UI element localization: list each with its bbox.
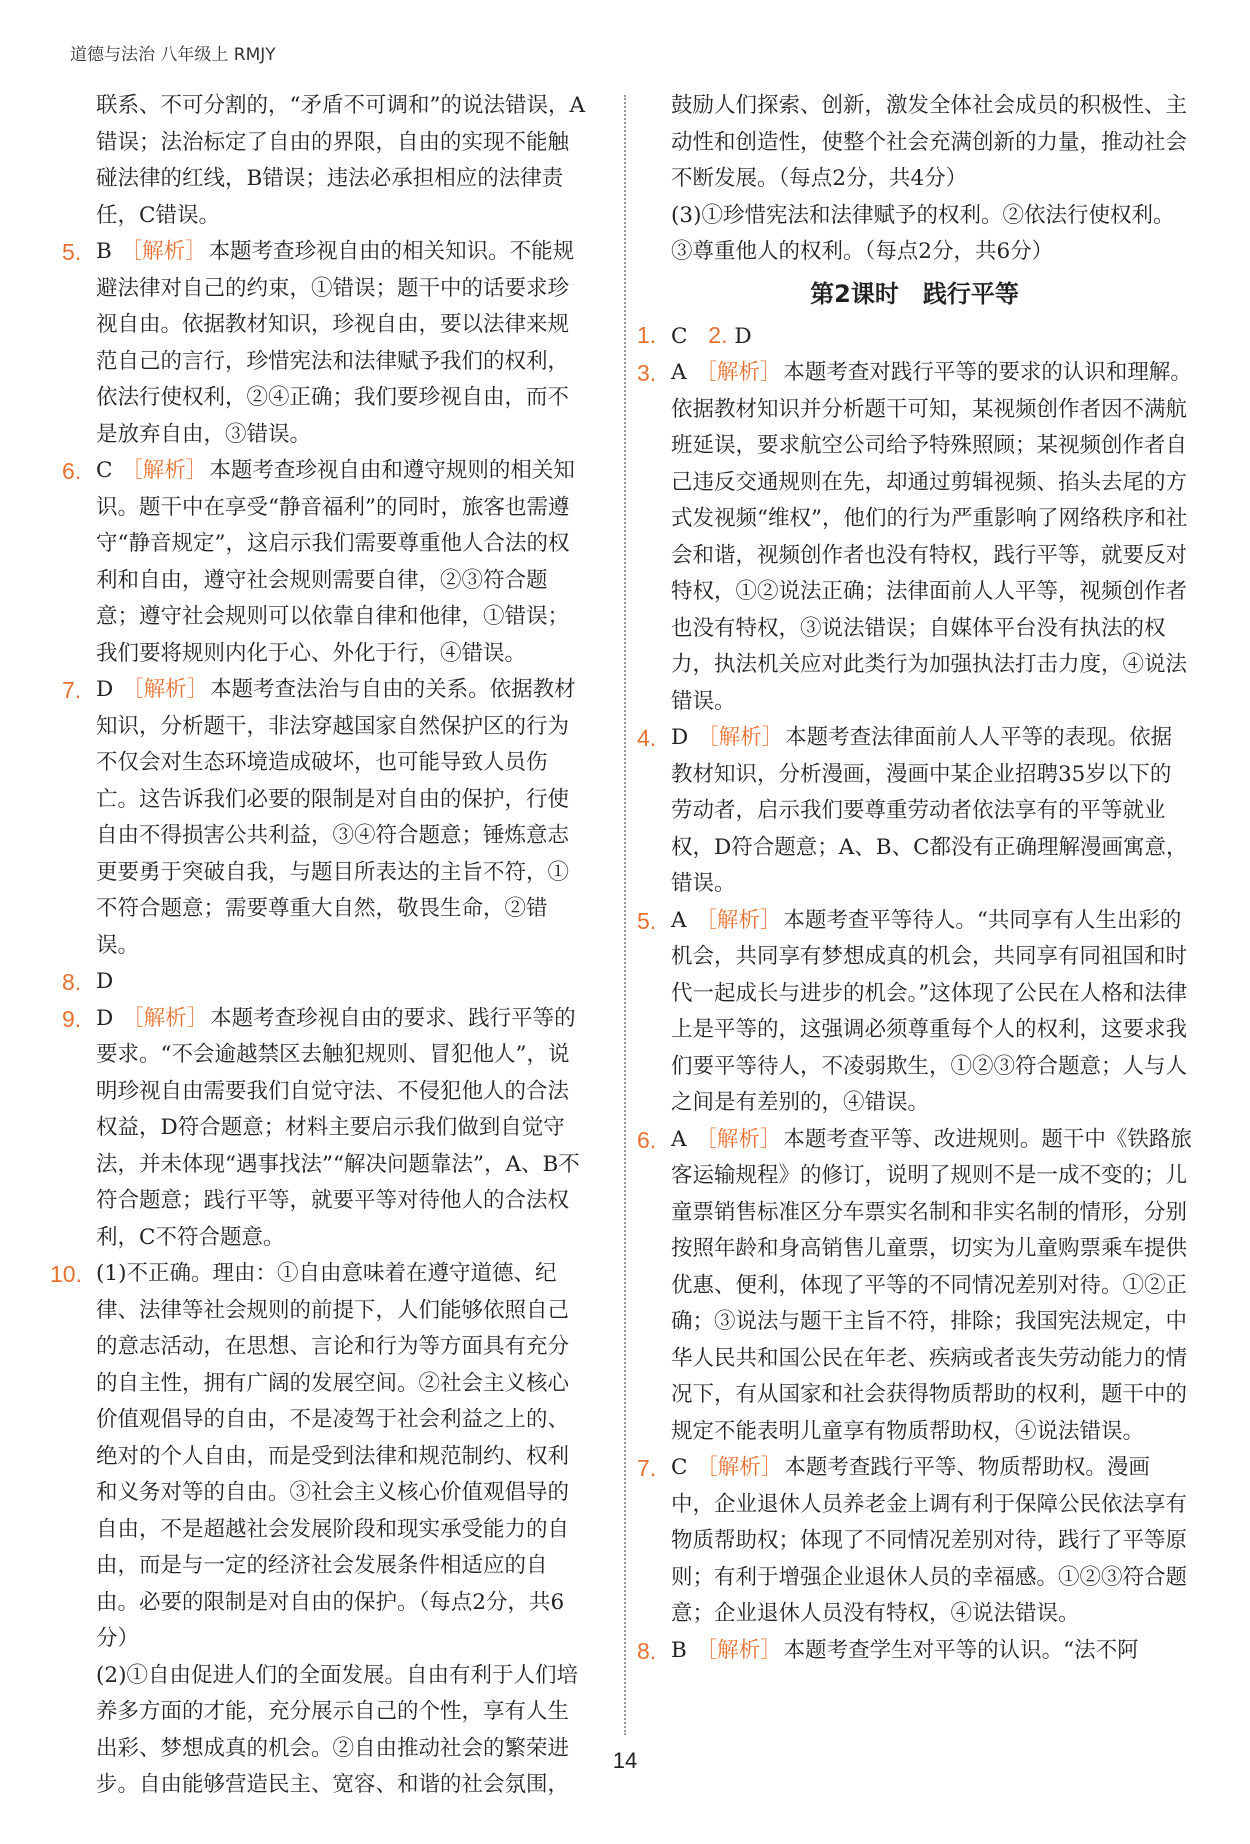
item-answer: B bbox=[671, 1637, 687, 1663]
analysis-tag: ［解析］ bbox=[122, 1005, 209, 1031]
analysis-tag: ［解析］ bbox=[696, 1455, 783, 1480]
item-number: 10. bbox=[50, 1261, 82, 1287]
item-answer: D bbox=[734, 323, 752, 349]
item-answer: C bbox=[671, 323, 688, 349]
item-answer: D bbox=[96, 1005, 114, 1031]
analysis-text: 本题考查平等待人。“共同享有人生出彩的机会，共同享有梦想成真的机会，共同享有同祖国和时代一起成长与进步的机会。”这体现了公民在人格和法律上是平等的，这强调必须尊重每个人的权利，这要求我们要平等待人，不凌弱欺生，①②③符合题意；人与人之间是有差别的，④错误。 bbox=[671, 907, 1188, 1115]
column-divider bbox=[624, 95, 626, 1735]
item-answer: C bbox=[96, 458, 113, 483]
item-number: 7. bbox=[637, 1455, 657, 1481]
item-number: 6. bbox=[62, 458, 82, 484]
item-number: 8. bbox=[637, 1637, 657, 1664]
analysis-tag: ［解析］ bbox=[695, 360, 782, 385]
item-answer: C bbox=[671, 1455, 688, 1480]
answer-item-6 bbox=[637, 1122, 1192, 1451]
item-answer: A bbox=[671, 1126, 687, 1152]
item-number: 3. bbox=[637, 360, 657, 386]
analysis-tag: ［解析］ bbox=[695, 1126, 782, 1152]
answer-item-7 bbox=[637, 1450, 1192, 1633]
continued-text bbox=[637, 88, 1192, 198]
continued-text-body: 鼓励人们探索、创新，激发全体社会成员的积极性、主动性和创造性，使整个社会充满创新的力量，推动社会不断发展。 bbox=[671, 93, 1188, 191]
analysis-text: 本题考查法律面前人人平等的表现。依据教材知识，分析漫画，漫画中某企业招聘35岁以下的劳动者，启示我们要尊重劳动者依法享有的平等就业权，D符合题意；A、B、C都没有正确理解漫画寓意，错误。 bbox=[671, 725, 1188, 896]
analysis-tag: ［解析］ bbox=[697, 725, 784, 750]
item-number: 7. bbox=[62, 677, 82, 703]
answer-item-8 bbox=[62, 964, 587, 1001]
item-number: 4. bbox=[637, 725, 657, 751]
analysis-text: 本题考查法治与自由的关系。依据教材知识，分析题干，非法穿越国家自然保护区的行为不仅会对生态环境造成破坏，也可能导致人员伤亡。这告诉我们必要的限制是对自由的保护，行使自由不得损害公共利益，③④符合题意；锤炼意志更要勇于突破自我，与题目所表达的主旨不符，①不符合题意；需要尊重大自然，敬畏生命，②错误。 bbox=[96, 677, 576, 958]
analysis-text: 本题考查珍视自由的要求、践行平等的要求。“不会逾越禁区去触犯规则、冒犯他人”，说明珍视自由需要我们自觉守法、不侵犯他人的合法权益，D符合题意；材料主要启示我们做到自觉守法，并未体现“遇事找法”“解决问题靠法”，A、B不符合题意；践行平等，就要平等对待他人的合法权利，C不符合题意。 bbox=[96, 1005, 580, 1250]
left-column bbox=[50, 88, 587, 1804]
analysis-text: 本题考查珍视自由的相关知识。不能规避法律对自己的约束，①错误；题干中的话要求珍视自由。依据教材知识，珍视自由，要以法律来规范自己的言行，珍惜宪法和法律赋予我们的权利，依法行使权利，②④正确；我们要珍视自由，而不是放弃自由，③错误。 bbox=[96, 239, 575, 447]
analysis-text: 本题考查对践行平等的要求的认识和理解。依据教材知识并分析题干可知，某视频创作者因不满航班延误，要求航空公司给予特殊照顾；某视频创作者自己违反交通规则在先，却通过剪辑视频、掐头去尾的方式发视频“维权”，他们的行为严重影响了网络秩序和社会和谐，视频创作者也没有特权，践行平等，就要反对特权，①②说法正确；法律面前人人平等，视频创作者也没有特权，③说法错误；自媒体平台没有执法的权力，执法机关应对此类行为加强执法打击力度，④说法错误。 bbox=[671, 360, 1192, 714]
analysis-text: 本题考查珍视自由和遵守规则的相关知识。题干中在享受“静音福利”的同时，旅客也需遵守“静音规定”，这启示我们需要尊重他人合法的权利和自由，遵守社会规则需要自律，②③符合题意；遵守社会规则可以依靠自律和他律，①错误；我们要将规则内化于心、外化于行，④错误。 bbox=[96, 458, 575, 666]
item-number: 5. bbox=[637, 907, 657, 934]
item-answer: D bbox=[96, 969, 114, 994]
answer-item-5 bbox=[62, 234, 587, 453]
answer-item-6 bbox=[62, 453, 587, 672]
q10-part1-score: （每点2分，共6分） bbox=[96, 1589, 565, 1651]
analysis-tag: ［解析］ bbox=[122, 677, 209, 702]
page-header: 道德与法治 八年级上 RMJY bbox=[70, 45, 276, 65]
item-number: 5. bbox=[62, 239, 82, 265]
answer-item-5 bbox=[637, 903, 1192, 1122]
analysis-tag: ［解析］ bbox=[121, 458, 208, 483]
answer-item-7 bbox=[62, 672, 587, 964]
answer-item-4 bbox=[637, 720, 1192, 903]
answer-item-9 bbox=[62, 1001, 587, 1257]
analysis-text: 本题考查践行平等、物质帮助权。漫画中，企业退休人员养老金上调有利于保障公民依法享有物质帮助权；体现了不同情况差别对待，践行了平等原则；有利于增强企业退休人员的幸福感。①②③符合题意；企业退休人员没有特权，④说法错误。 bbox=[671, 1455, 1188, 1626]
right-column bbox=[637, 88, 1192, 1669]
item-answer: D bbox=[96, 677, 114, 702]
item-number: 2. bbox=[708, 321, 728, 348]
analysis-text: 本题考查学生对平等的认识。“法不阿 bbox=[783, 1637, 1139, 1663]
item-answer: A bbox=[671, 360, 687, 385]
item-number: 9. bbox=[62, 1005, 82, 1032]
answer-item-3 bbox=[637, 355, 1192, 720]
analysis-tag: ［解析］ bbox=[695, 907, 782, 933]
analysis-tag: ［解析］ bbox=[120, 239, 207, 264]
item-number: 8. bbox=[62, 969, 82, 995]
item-answer: D bbox=[671, 725, 689, 750]
analysis-tag: ［解析］ bbox=[695, 1637, 782, 1663]
item-number: 6. bbox=[637, 1126, 657, 1153]
item-number: 1. bbox=[637, 321, 657, 348]
q10-part2: (2)①自由促进人们的全面发展。自由有利于人们培养多方面的才能，充分展示自己的个性，享有人生出彩、梦想成真的机会。②自由推动社会的繁荣进步。自由能够营造民主、宽容、和谐的社会氛围， bbox=[96, 1662, 578, 1797]
item-answer: A bbox=[671, 907, 687, 933]
answer-item-8 bbox=[637, 1633, 1192, 1670]
q10-part3-text: (3)①珍惜宪法和法律赋予的权利。②依法行使权利。③尊重他人的权利。 bbox=[671, 202, 1175, 264]
page-number: 14 bbox=[612, 1748, 638, 1773]
q10-part3 bbox=[637, 198, 1192, 271]
analysis-text: 本题考查平等、改进规则。题干中《铁路旅客运输规程》的修订，说明了规则不是一成不变的；儿童票销售标准区分车票实名制和非实名制的情形，分别按照年龄和身高销售儿童票，切实为儿童购票乘车提供优惠、便利，体现了平等的不同情况差别对待。①②正确；③说法与题干主旨不符，排除；我国宪法规定，中华人民共和国公民在年老、疾病或者丧失劳动能力的情况下，有从国家和社会获得物质帮助的权利，题干中的规定不能表明儿童享有物质帮助权，④说法错误。 bbox=[671, 1126, 1192, 1444]
section-title: 第2课时 践行平等 bbox=[810, 279, 1019, 308]
q10-part1: (1)不正确。理由：①自由意味着在遵守道德、纪律、法律等社会规则的前提下，人们能够依照自己的意志活动，在思想、言论和行为等方面具有充分的自主性，拥有广阔的发展空间。②社会主义核心价值观倡导的自由，不是凌驾于社会利益之上的、绝对的个人自由，而是受到法律和规范制约、权利和义务对等的自由。③社会主义核心价值观倡导的自由，不是超越社会发展阶段和现实承受能力的自由，而是与一定的经济社会发展条件相适应的自由。必要的限制是对自由的保护。 bbox=[96, 1261, 570, 1615]
item-answer: B bbox=[96, 239, 112, 264]
q10-part3-score: （每点2分，共6分） bbox=[864, 239, 1054, 264]
continued-score: （每点2分，共4分） bbox=[778, 166, 968, 191]
answer-items-1-2 bbox=[637, 317, 1192, 356]
answer-item-10 bbox=[50, 1256, 587, 1658]
continued-text: 联系、不可分割的，“矛盾不可调和”的说法错误，A错误；法治标定了自由的界限，自由的实现不能触碰法律的红线，B错误；违法必承担相应的法律责任，C错误。 bbox=[96, 93, 586, 228]
